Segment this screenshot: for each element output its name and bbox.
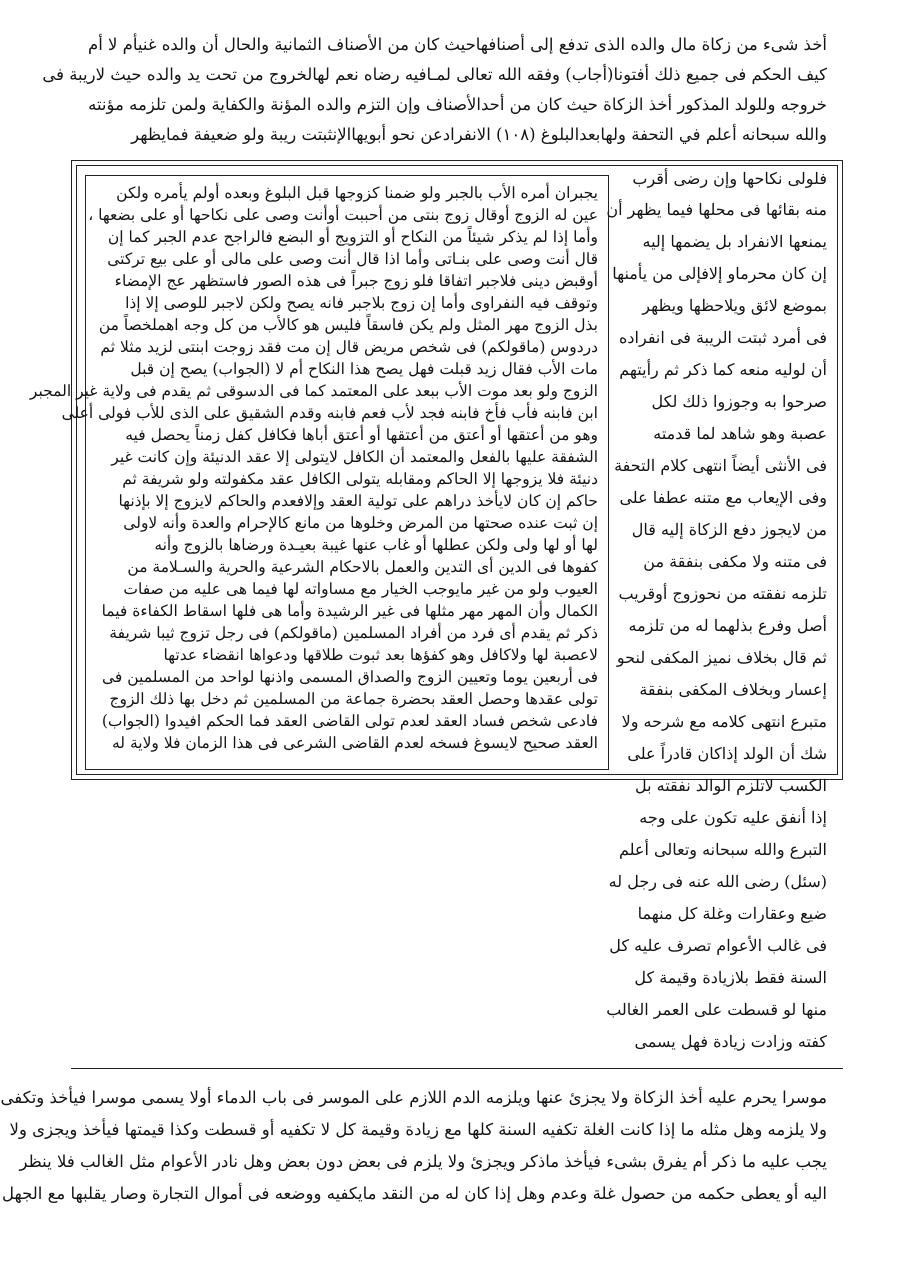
side-line: إن كان محرماو إلافإلى من يأمنها bbox=[612, 264, 827, 283]
side-line: صرحوا به وجوزوا ذلك لكل bbox=[651, 392, 827, 411]
main-line: ذكر ثم يقدم أى فرد من أفراد المسلمين (ماقولكم) فى رجل تزوج ثيبا شريفة bbox=[109, 624, 598, 642]
main-line: لها أو لها ولى ولكن عطلها أو غاب عنها غيبة بعيـدة ورضاها بالزوج وأنه bbox=[154, 536, 598, 554]
side-line: إعسار وبخلاف المكفى بنفقة bbox=[639, 680, 827, 699]
main-line: الكمال وأن المهر مهر مثلها فى غير الرشيدة وأما هى فلها اسقاط الكفاءة فيما bbox=[101, 602, 598, 620]
footer-divider-rule bbox=[71, 1068, 843, 1069]
side-line: منها لو قسطت على العمر الغالب bbox=[606, 1000, 827, 1019]
main-line: العقد صحيح لايسوغ فسخه لعدم القاضى الشرعى فى هذا الزمان فلا ولاية له bbox=[111, 734, 598, 752]
side-line: عصبة وهو شاهد لما قدمته bbox=[653, 424, 827, 443]
main-line: الزوج ولو بعد موت الأب ببعد على المعتمد كما فى الدسوقى ثم يقدم فى ولاية غير المجبر bbox=[29, 382, 598, 400]
side-line: فى الأنثى أيضاً انتهى كلام التحفة bbox=[614, 456, 827, 475]
side-line: فلولى نكاحها وإن رضى أقرب bbox=[632, 169, 827, 188]
main-line: الشفقة عليها بالفعل والمعتمد أن الكافل لايتولى إلا عقد الدنيئة وإن كانت غير bbox=[111, 448, 598, 466]
main-line: حاكم إن كان لايأخذ دراهم على تولية العقد وإلافعدم والحاكم لايزوج إلا بإذنها bbox=[118, 492, 598, 510]
main-line: فى أربعين يوما وتعيين الزوج والصداق المسمى واذنها لواحد من المسلمين فى bbox=[102, 668, 598, 686]
main-line: تولى عقدها وحصل العقد بحضرة جماعة من المسلمين ثم دخل بها ذلك الزوج bbox=[109, 690, 598, 708]
header-line: والله سبحانه أعلم في التحفة ولهابعدالبلوغ (١٠٨) الانفرادعن نحو أبويهاالإنثبتت ريبة ولو ضعيفة فمايظهر bbox=[131, 125, 827, 144]
side-line: منه بقائها فى محلها فيما يظهر أن bbox=[606, 200, 827, 219]
main-text-box bbox=[29, 175, 609, 770]
side-line: ضيع وعقارات وغلة كل منهما bbox=[637, 904, 827, 923]
header-line: أخذ شىء من زكاة مال والده الذى تدفع إلى أصنافهاحيث كان من الأصناف الثمانية والحال أن والده غنيأم لا أم bbox=[87, 35, 827, 54]
main-line: أوقبض دينى فلاجبر اتفاقا فلو زوج جبراً فى هذه الصور فاستظهر عج الإمضاء bbox=[114, 272, 598, 290]
header-line: كيف الحكم فى جميع ذلك أفتونا(أجاب) وفقه الله تعالى لمـافيه رضاه نعم لهالخروج من تحت يد والده حيث لاريبة فى bbox=[42, 65, 827, 84]
main-line: دردوس (ماقولكم) فى شخص مريض قال إن مت فقد زوجت ابنتى لزيد مثلا ثم bbox=[100, 338, 598, 356]
side-line: فى متنه ولا مكفى بنفقة من bbox=[643, 552, 827, 571]
footer-line: ولا يلزمه وهل مثله ما إذا كانت الغلة تكفيه السنة كلها مع زيادة وقيمة كل لا تكفيه أو قسطت وكذا قيمتها فيأخذ ويجزى ولا bbox=[9, 1120, 827, 1139]
main-line: ابن فابنه فأب فأخ فابنه فجد لأب فعم فابنه وقدم الشقيق على الذى للأب فولى أعلى bbox=[61, 404, 598, 422]
main-line: فادعى شخص فساد العقد لعدم تولى القاضى العقد فما الحكم افيدوا (الجواب) bbox=[101, 712, 598, 730]
side-line: شك أن الولد إذاكان قادراً على bbox=[627, 744, 827, 763]
side-line: الكسب لاتلزم الوالد نفقته بل bbox=[634, 776, 827, 795]
main-line: لاعصبة لها ولاكافل وهو كفؤها بعد ثبوت طلاقها ودعواها انقضاء عدتها bbox=[163, 646, 598, 664]
main-line: وأما إذا لم يذكر شيئاً من النكاح أو التزويج أو البضع فالراجح عدم الجبر كما إن bbox=[107, 228, 598, 246]
main-column bbox=[29, 176, 598, 769]
side-line: أصل وفرع بذلهما له من تلزمه bbox=[628, 616, 827, 635]
side-line: (سئل) رضى الله عنه فى رجل له bbox=[608, 872, 827, 891]
side-line: ثم قال بخلاف نميز المكفى لنحو bbox=[616, 648, 827, 667]
main-line: العيوب ولو من غير مايوجب الخيار مع مساواته لها فيما هى عليه من صفات bbox=[123, 580, 598, 598]
side-line: التبرع والله سبحانه وتعالى أعلم bbox=[618, 840, 827, 859]
side-line: بموضع لائق ويلاحظها ويظهر bbox=[642, 296, 827, 315]
main-line: مات الأب فقال زيد قبلت فهل يصح هذا النكاح أم لا (الجواب) يصح إن قبل bbox=[130, 360, 598, 378]
side-line: وفى الإيعاب مع متنه عطفا على bbox=[619, 488, 827, 507]
side-line: من لايجوز دفع الزكاة إليه قال bbox=[631, 520, 827, 539]
side-line: السنة فقط بلازيادة وقيمة كل bbox=[634, 968, 827, 987]
side-line: تلزمه نفقته من نحوزوج أوقريب bbox=[618, 584, 827, 603]
main-line: عين له الزوج أوقال زوج بنتى من أحببت أوأنت وصى على نكاحها أو على بضعها ، bbox=[88, 206, 598, 224]
side-line: فى غالب الأعوام تصرف عليه كل bbox=[609, 936, 827, 955]
header-line: خروجه وللولد المذكور أخذ الزكاة حيث كان من أحدالأصناف وإن التزم والده المؤنة والكفاية ولمن تلزمه مؤنته bbox=[88, 95, 827, 114]
main-line: دنيئة فلا يزوجها إلا الحاكم ومقابله يتولى الكافل عقد مكفولته ولو شريفة ثم bbox=[122, 470, 598, 488]
side-line: فى أمرد ثبتت الريبة فى انفراده bbox=[619, 328, 827, 347]
footer-line: اليه أو يعطى حكمه من حصول غلة وعدم وهل إذا كان له من النقد مايكفيه ووضعه فى أموال التجارة وصار يقلبها مع الجهل bbox=[1, 1184, 827, 1203]
main-line: يجبران أمره الأب بالجبر ولو ضمنا كزوجها قبل البلوغ وبعده أولم يأمره ولكن bbox=[116, 184, 598, 202]
footer-line: موسرا يحرم عليه أخذ الزكاة ولا يجزئ عنها ويلزمه الدم اللازم على الموسر فى باب الدماء أولا يسمى موسرا فيأخذ وتكفى bbox=[0, 1088, 827, 1107]
side-line: متبرع انتهى كلامه مع شرحه ولا bbox=[621, 712, 827, 731]
footer-line: يجب عليه ما ذكر أم يفرق بشىء فيأخذ ماذكر ويجزئ ولا يلزم فى بعض دون بعض وهل نادر الأعوام مثل الغالب فلا ينظر bbox=[19, 1152, 827, 1171]
main-line: وهو من أعتقها أو أعتق من أعتقها أو أعتق أباها فكافل كفل زمناً يحصل فيه bbox=[125, 426, 598, 444]
side-line: يمنعها الانفراد بل يضمها إليه bbox=[642, 232, 827, 251]
main-line: بذل الزوج مهر المثل ولم يكن فاسقاً فليس هو كالأب من كل وجه اهملخصاً من bbox=[98, 316, 598, 334]
side-line: أن لوليه منعه كما ذكر ثم رأيتهم bbox=[619, 360, 827, 379]
side-line: كفته وزادت زيادة فهل يسمى bbox=[634, 1032, 827, 1051]
main-line: إن ثبت عنده صحتها من المرض وخلوها من مانع كالإحرام والعدة وأنه لاولى bbox=[123, 514, 598, 532]
side-line: إذا أنفق عليه تكون على وجه bbox=[639, 808, 827, 827]
main-line: كفوها فى الدين أى التدين والعمل بالاحكام الشرعية والحرية والسـلامة من bbox=[127, 558, 598, 576]
main-line: قال أنت وصى على بنـاتى وأما اذا قال أنت وصى على مالى أو على بيع تركتى bbox=[107, 250, 598, 268]
main-line: وتوقف فيه النفراوى وأما إن زوج بلاجبر فانه يصح ولكن لاجبر للوصى إلا إذا bbox=[125, 294, 598, 312]
